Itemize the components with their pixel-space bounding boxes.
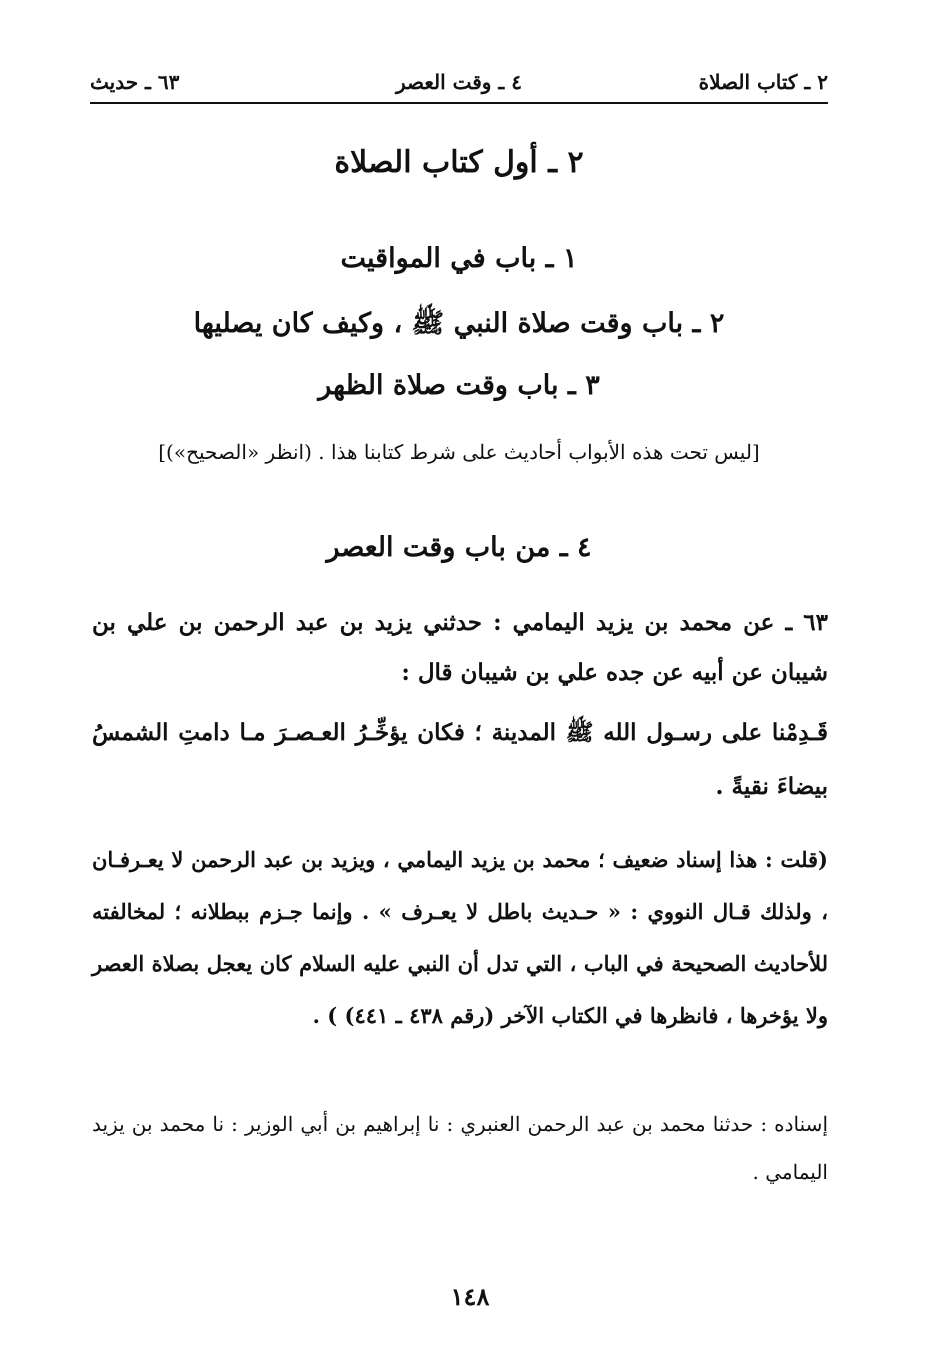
bab-heading-1: ١ ـ باب في المواقيت xyxy=(340,243,578,274)
header-hadith-number: ٦٣ ـ حديث xyxy=(90,70,180,94)
isnad-paragraph: إسناده : حدثنا محمد بن عبد الرحمن العنبري : نا إبراهيم بن أبي الوزير : نا محمد بن يزيد اليمامي . xyxy=(92,1112,828,1184)
editor-note: [ليس تحت هذه الأبواب أحاديث على شرط كتابنا هذا . (انظر «الصحيح»)] xyxy=(158,440,760,464)
header-section-title: ٤ ـ وقت العصر xyxy=(395,70,523,94)
bab-heading-3: ٣ ـ باب وقت صلاة الظهر xyxy=(318,370,600,401)
hadith-text: قَـدِمْنا على رسـول الله ﷺ المدينة ؛ فكان يؤخِّـرُ العـصـرَ مـا دامتِ الشمسُ بيضاءَ نقيةً . xyxy=(92,719,828,800)
hadith-isnad-intro: ٦٣ ـ عن محمد بن يزيد اليمامي : حدثني يزيد بن عبد الرحمن بن علي بن شيبان عن أبيه عن جده علي بن شيبان قال : xyxy=(92,609,828,686)
header-divider xyxy=(90,102,828,104)
bab-heading-2: ٢ ـ باب وقت صلاة النبي ﷺ ، وكيف كان يصليها xyxy=(193,308,725,339)
running-header xyxy=(90,70,828,106)
bab-heading-4: ٤ ـ من باب وقت العصر xyxy=(326,532,592,563)
header-book-title: ٢ ـ كتاب الصلاة xyxy=(698,70,828,94)
commentary-paragraph: (قلت : هذا إسناد ضعيف ؛ محمد بن يزيد اليمامي ، ويزيد بن عبد الرحمن لا يعـرفـان ، ولذلك قـال النووي : « حـديث باطل لا يعـرف » . وإنما جـزم ببطلانه ؛ لمخالفته للأحاديث الصحيحة في الباب ، التي تدل أن النبي عليه السلام كان يعجل بصلاة العصر ولا يؤخرها ، فانظرها في الكتاب الآخر (رقم ٤٣٨ ـ ٤٤١) ) . xyxy=(92,847,828,1028)
chapter-title: ٢ ـ أول كتاب الصلاة xyxy=(334,145,584,180)
page-number: ١٤٨ xyxy=(450,1282,490,1311)
